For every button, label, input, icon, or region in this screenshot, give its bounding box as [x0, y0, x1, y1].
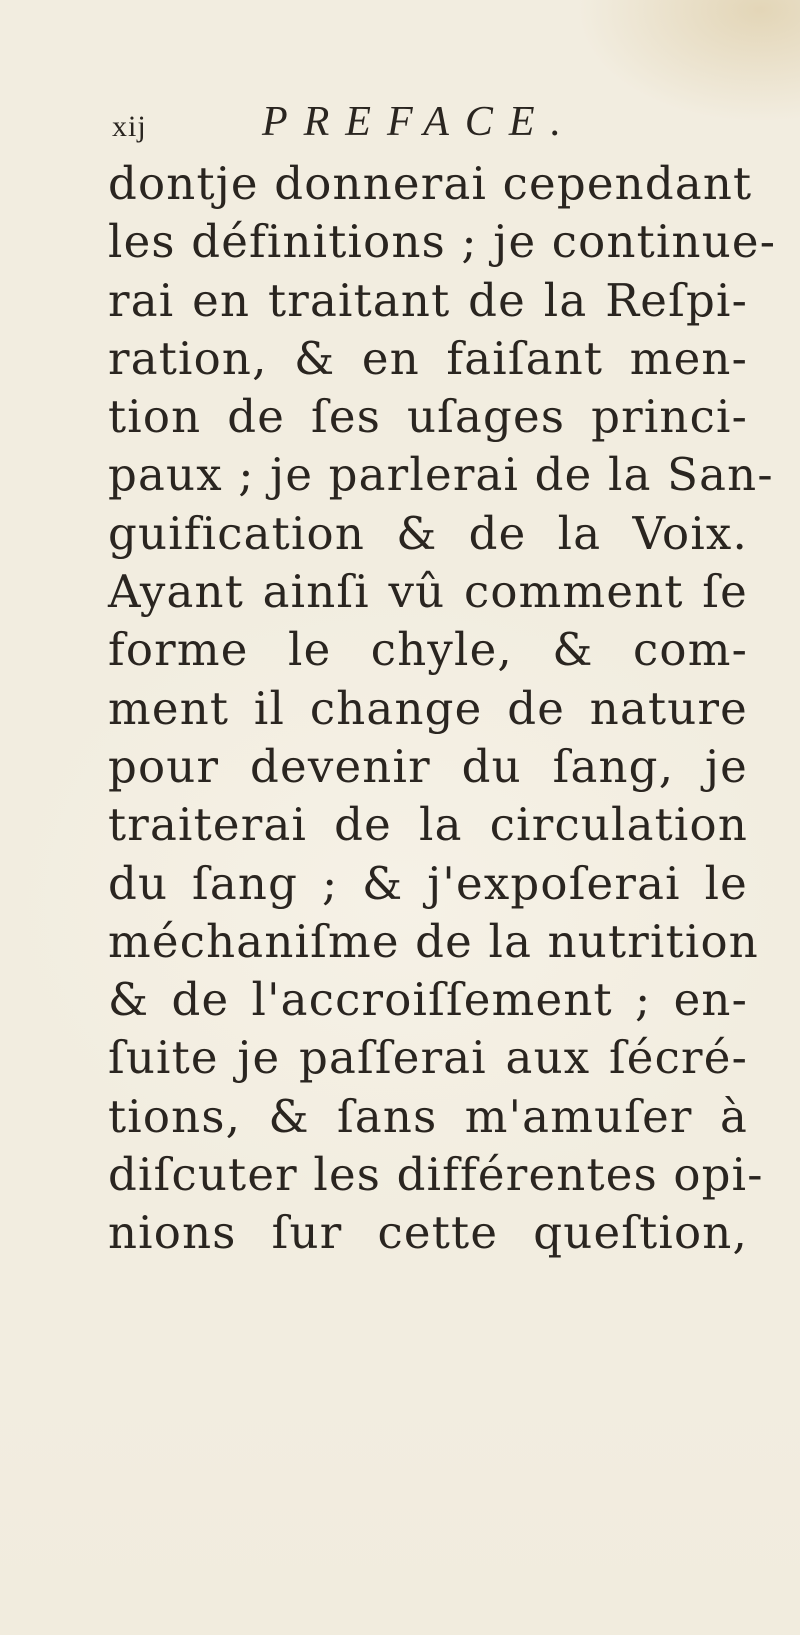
body-text	[108, 155, 777, 1263]
paper-shading	[0, 1375, 800, 1635]
text-line: paux ; je parlerai de la San-	[108, 448, 774, 502]
text-line: tions, & ſans m'amuſer à	[108, 1089, 748, 1143]
text-line: guification & de la Voix.	[108, 506, 748, 560]
text-line: tion de ſes uſages princi-	[108, 390, 748, 444]
text-line: forme le chyle, & com-	[108, 623, 748, 677]
text-line: ment il change de nature	[108, 681, 748, 735]
text-line: diſcuter les différentes opi-	[108, 1148, 764, 1202]
text-line: Ayant ainſi vû comment ſe	[108, 565, 748, 619]
page-header	[112, 98, 712, 158]
page-number: xij	[112, 110, 147, 143]
text-line: dontje donnerai cependant	[108, 157, 753, 210]
text-line: traiterai de la circulation	[108, 798, 748, 852]
text-line: & de l'accroiſſement ; en-	[108, 973, 748, 1027]
text-line: ſuite je paſſerai aux ſécré-	[108, 1031, 748, 1085]
text-line: les définitions ; je continue-	[108, 215, 777, 269]
text-line: ration, & en faiſant men-	[108, 331, 748, 385]
text-line: rai en traitant de la Reſpi-	[108, 273, 748, 327]
running-head: PREFACE.	[262, 99, 578, 145]
text-line: méchaniſme de la nutrition	[108, 914, 759, 968]
text-line: nions ſur cette queſtion,	[108, 1206, 748, 1260]
text-line: du ſang ; & j'expoſerai le	[108, 856, 748, 910]
text-line: pour devenir du ſang, je	[108, 739, 748, 793]
